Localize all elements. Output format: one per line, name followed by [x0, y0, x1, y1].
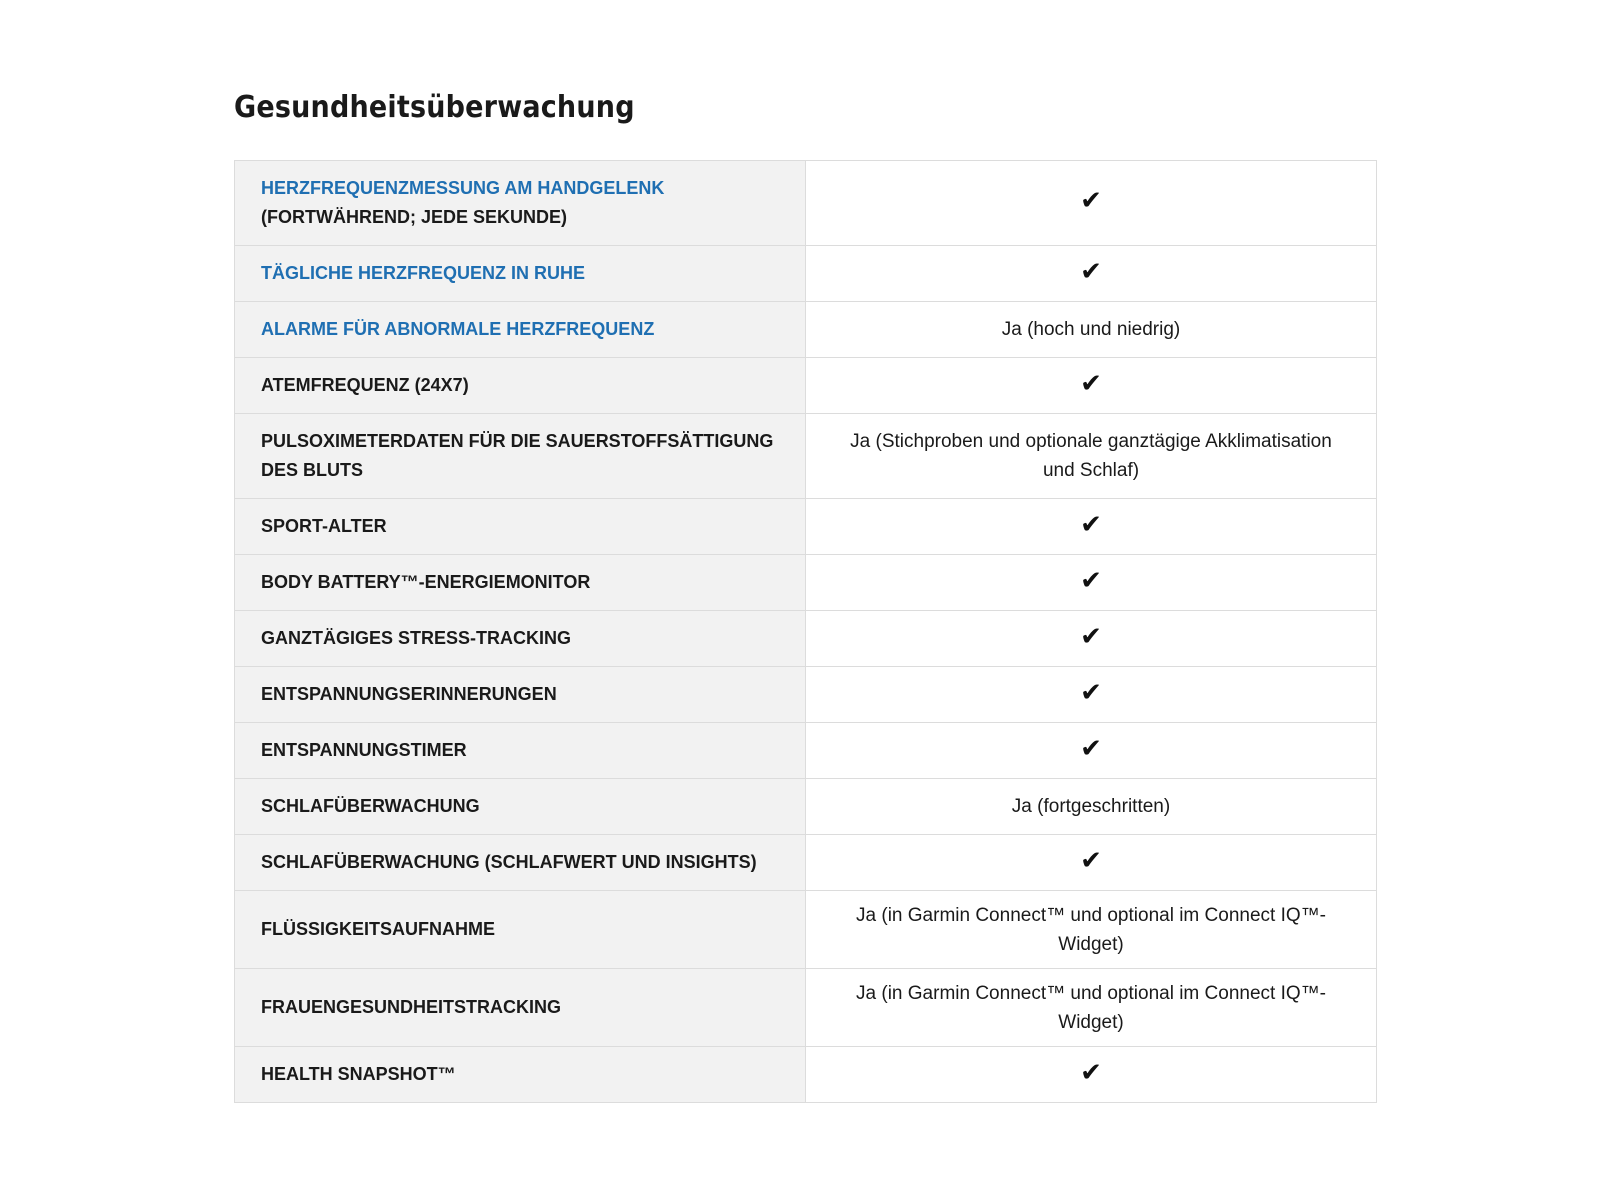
- feature-value-cell: [806, 499, 1377, 555]
- feature-value-text: Ja (hoch und niedrig): [806, 302, 1377, 358]
- feature-link-wrist-heart-rate[interactable]: HERZFREQUENZMESSUNG AM HANDGELENK: [261, 178, 665, 198]
- checkmark-icon: ✔: [1080, 256, 1102, 287]
- feature-label-cell: [235, 246, 806, 302]
- table-row: [235, 779, 1377, 835]
- table-row: [235, 161, 1377, 246]
- table-row: [235, 499, 1377, 555]
- table-row: [235, 555, 1377, 611]
- feature-value-cell: [806, 723, 1377, 779]
- feature-label-cell: [235, 302, 806, 358]
- table-row: [235, 302, 1377, 358]
- checkmark-icon: ✔: [1080, 1057, 1102, 1088]
- feature-value-text: Ja (in Garmin Connect™ und optional im Connect IQ™-Widget): [806, 969, 1377, 1047]
- feature-value-cell: [806, 611, 1377, 667]
- table-row: [235, 414, 1377, 499]
- checkmark-icon: ✔: [1080, 368, 1102, 399]
- checkmark-icon: ✔: [1080, 733, 1102, 764]
- feature-label-cell: [235, 161, 806, 246]
- feature-label: HEALTH SNAPSHOT™: [235, 1047, 806, 1103]
- table-row: [235, 246, 1377, 302]
- feature-label: FLÜSSIGKEITSAUFNAHME: [235, 891, 806, 969]
- checkmark-icon: ✔: [1080, 677, 1102, 708]
- table-row: [235, 667, 1377, 723]
- feature-label: FRAUENGESUNDHEITSTRACKING: [235, 969, 806, 1047]
- feature-label: BODY BATTERY™-ENERGIEMONITOR: [235, 555, 806, 611]
- checkmark-icon: ✔: [1080, 845, 1102, 876]
- feature-label: SCHLAFÜBERWACHUNG (SCHLAFWERT UND INSIGHTS): [235, 835, 806, 891]
- table-row: [235, 969, 1377, 1047]
- feature-link-abnormal-heart-rate-alerts[interactable]: ALARME FÜR ABNORMALE HERZFREQUENZ: [261, 319, 655, 339]
- checkmark-icon: ✔: [1080, 509, 1102, 540]
- feature-value-cell: [806, 667, 1377, 723]
- table-row: [235, 1047, 1377, 1103]
- table-row: [235, 723, 1377, 779]
- section-title: Gesundheitsüberwachung: [234, 90, 635, 125]
- feature-label: ATEMFREQUENZ (24X7): [235, 358, 806, 414]
- feature-value-text: Ja (Stichproben und optionale ganztägige Akklimatisation und Schlaf): [806, 414, 1377, 499]
- feature-sublabel: (FORTWÄHREND; JEDE SEKUNDE): [261, 207, 567, 227]
- feature-label: GANZTÄGIGES STRESS-TRACKING: [235, 611, 806, 667]
- checkmark-icon: ✔: [1080, 186, 1102, 216]
- feature-label: ENTSPANNUNGSTIMER: [235, 723, 806, 779]
- feature-value-cell: [806, 835, 1377, 891]
- table-row: [235, 358, 1377, 414]
- feature-label: SCHLAFÜBERWACHUNG: [235, 779, 806, 835]
- table-row: [235, 835, 1377, 891]
- feature-value-cell: [806, 555, 1377, 611]
- feature-value-cell: [806, 358, 1377, 414]
- health-features-table: [234, 160, 1377, 1103]
- checkmark-icon: ✔: [1080, 565, 1102, 596]
- table-row: [235, 891, 1377, 969]
- feature-value-text: Ja (fortgeschritten): [806, 779, 1377, 835]
- feature-value-cell: [806, 1047, 1377, 1103]
- feature-value-cell: [806, 246, 1377, 302]
- feature-value-cell: [806, 161, 1377, 246]
- feature-label: ENTSPANNUNGSERINNERUNGEN: [235, 667, 806, 723]
- feature-link-resting-heart-rate[interactable]: TÄGLICHE HERZFREQUENZ IN RUHE: [261, 263, 585, 283]
- feature-value-text: Ja (in Garmin Connect™ und optional im Connect IQ™-Widget): [806, 891, 1377, 969]
- feature-label: SPORT-ALTER: [235, 499, 806, 555]
- feature-label: PULSOXIMETERDATEN FÜR DIE SAUERSTOFFSÄTTIGUNG DES BLUTS: [235, 414, 806, 499]
- checkmark-icon: ✔: [1080, 621, 1102, 652]
- table-row: [235, 611, 1377, 667]
